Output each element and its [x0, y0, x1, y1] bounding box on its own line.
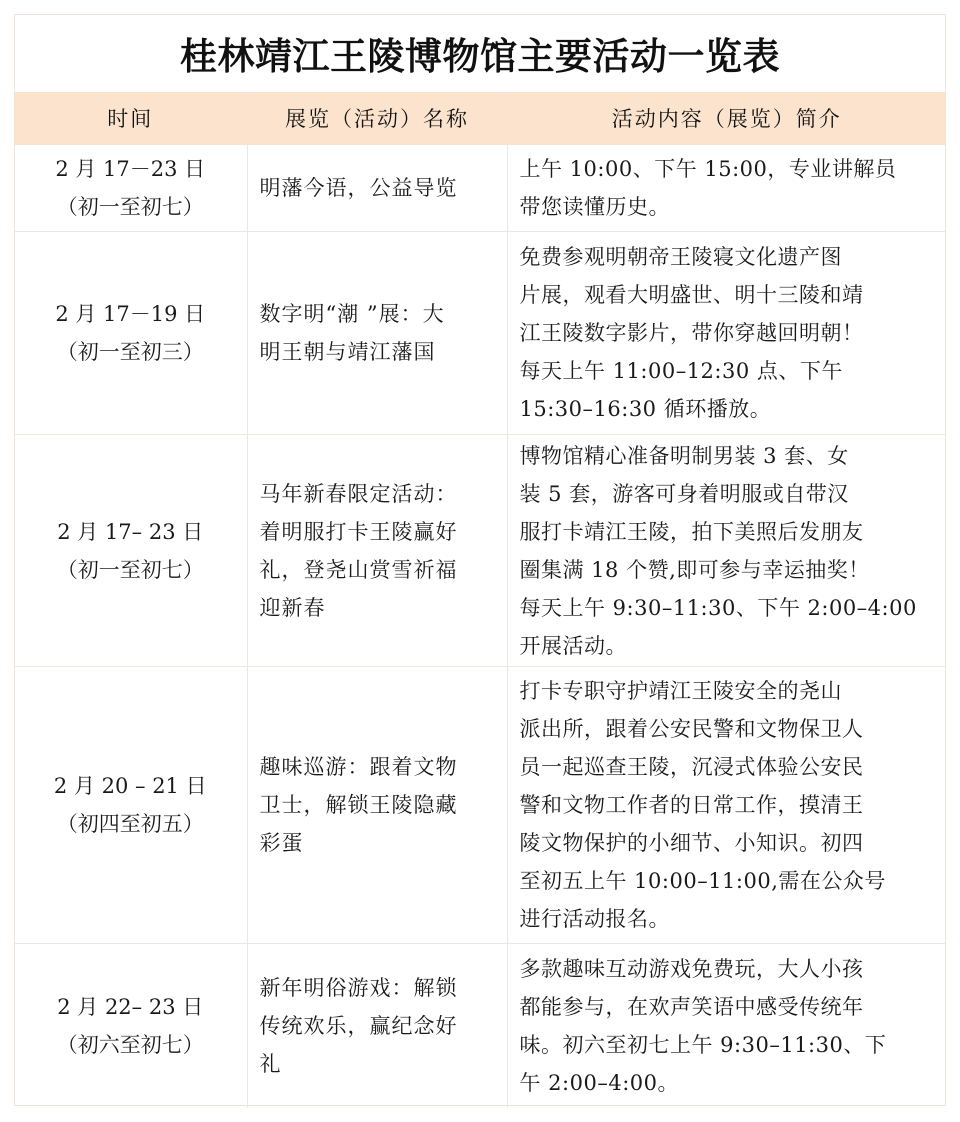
activity-name-line: 明王朝与靖江藩国 — [259, 340, 436, 364]
activity-name-line: 着明服打卡王陵赢好 — [259, 519, 458, 544]
page-title: 桂林靖江王陵博物馆主要活动一览表 — [180, 35, 780, 78]
activity-name-line: 彩蛋 — [259, 831, 304, 855]
column-header-description: 活动内容（展览）简介 — [507, 92, 946, 145]
description-line: 圈集满 18 个赞,即可参与幸运抽奖！ — [519, 557, 870, 582]
description-cell — [507, 435, 946, 667]
date-text: 2 月 17– 23 日 — [57, 519, 204, 544]
description-line: 多款趣味互动游戏免费玩，大人小孩 — [519, 956, 864, 981]
activity-name-cell — [247, 944, 507, 1108]
description-cell — [507, 232, 946, 435]
activity-name-cell — [247, 145, 507, 232]
description-line: 上午 10:00、下午 15:00，专业讲解员 — [519, 157, 897, 181]
table-row — [14, 944, 946, 1108]
description-line: 警和文物工作者的日常工作，摸清王 — [519, 793, 864, 817]
date-cell — [14, 667, 247, 944]
table-row — [14, 145, 946, 232]
description-cell — [507, 944, 946, 1108]
table-row — [14, 232, 946, 435]
description-line: 博物馆精心准备明制男装 3 套、女 — [519, 443, 849, 468]
activity-name-line: 新年明俗游戏：解锁 — [259, 975, 458, 1000]
description-line: 江王陵数字影片，带你穿越回明朝！ — [519, 321, 864, 345]
description-cell — [507, 145, 946, 232]
activity-name-cell — [247, 667, 507, 944]
description-line: 员一起巡查王陵，沉浸式体验公安民 — [519, 755, 864, 779]
column-header-time: 时间 — [14, 92, 247, 145]
table-row — [14, 667, 946, 944]
description-line: 味。初六至初七上午 9:30–11:30、下 — [519, 1032, 887, 1057]
activity-name-line: 马年新春限定活动： — [259, 481, 458, 506]
description-line: 开展活动。 — [519, 633, 627, 658]
lunar-date-text: （初六至初七） — [56, 1032, 204, 1057]
activity-name-line: 卫士，解锁王陵隐藏 — [259, 793, 458, 817]
description-line: 进行活动报名。 — [519, 907, 670, 931]
activity-name-line: 传统欢乐，赢纪念好 — [259, 1013, 458, 1038]
description-cell — [507, 667, 946, 944]
lunar-date-text: （初四至初五） — [56, 812, 204, 836]
description-line: 打卡专职守护靖江王陵安全的尧山 — [519, 679, 842, 703]
lunar-date-text: （初一至初七） — [56, 557, 204, 582]
lunar-date-text: （初一至初三） — [56, 340, 204, 364]
description-line: 都能参与，在欢声笑语中感受传统年 — [519, 994, 864, 1019]
description-line: 午 2:00–4:00。 — [519, 1070, 679, 1095]
activity-name-line: 明藩今语，公益导览 — [259, 176, 458, 200]
table-row — [14, 435, 946, 667]
date-text: 2 月 20 – 21 日 — [53, 774, 207, 798]
activity-name-cell — [247, 435, 507, 667]
description-line: 服打卡靖江王陵，拍下美照后发朋友 — [519, 519, 864, 544]
activity-name-line: 礼，登尧山赏雪祈福 — [259, 557, 458, 582]
activity-name-line: 迎新春 — [259, 595, 326, 620]
activity-table — [14, 92, 946, 1108]
description-line: 带您读懂历史。 — [519, 195, 670, 219]
description-line: 派出所，跟着公安民警和文物保卫人 — [519, 717, 864, 741]
description-line: 15:30–16:30 循环播放。 — [519, 397, 772, 421]
description-line: 装 5 套，游客可身着明服或自带汉 — [519, 481, 849, 506]
activity-name-cell — [247, 232, 507, 435]
activity-name-line: 趣味巡游：跟着文物 — [259, 755, 458, 779]
description-line: 免费参观明朝帝王陵寝文化遗产图 — [519, 245, 842, 269]
date-cell — [14, 944, 247, 1108]
date-cell — [14, 232, 247, 435]
date-text: 2 月 22– 23 日 — [57, 994, 204, 1019]
table-header-row — [14, 92, 946, 145]
description-line: 片展，观看大明盛世、明十三陵和靖 — [519, 283, 864, 307]
description-line: 陵文物保护的小细节、小知识。初四 — [519, 831, 864, 855]
date-text: 2 月 17－19 日 — [55, 302, 206, 326]
description-line: 每天上午 11:00–12:30 点、下午 — [519, 359, 843, 383]
lunar-date-text: （初一至初七） — [56, 195, 204, 219]
date-cell — [14, 435, 247, 667]
date-text: 2 月 17－23 日 — [55, 157, 206, 181]
description-line: 至初五上午 10:00–11:00,需在公众号 — [519, 869, 886, 893]
date-cell — [14, 145, 247, 232]
column-header-name: 展览（活动）名称 — [247, 92, 507, 145]
activity-name-line: 礼 — [259, 1051, 282, 1076]
description-line: 每天上午 9:30–11:30、下午 2:00–4:00 — [519, 595, 917, 620]
activity-name-line: 数字明“潮 ”展：大 — [259, 302, 445, 326]
